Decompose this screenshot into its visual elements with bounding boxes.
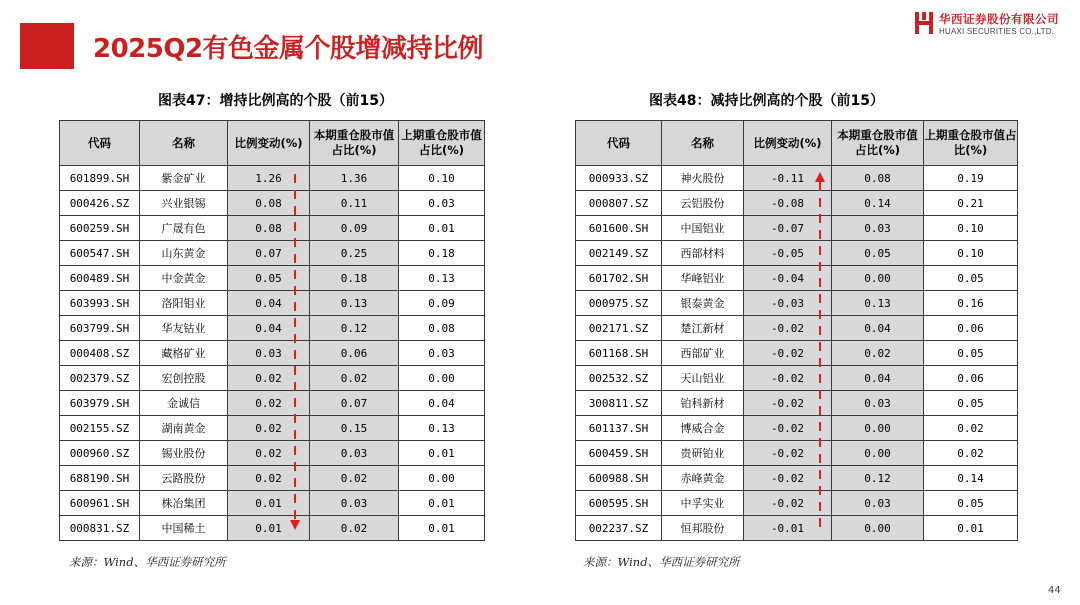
stock-name-cell: 宏创控股 [140,366,228,391]
current-weight-cell: 0.00 [832,416,924,441]
up-trend-arrow-icon [815,170,825,536]
previous-weight-cell: 0.13 [399,416,485,441]
stock-name-cell: 湖南黄金 [140,416,228,441]
stock-code-cell: 601702.SH [576,266,662,291]
change-cell: 0.05 [228,266,310,291]
current-weight-cell: 0.00 [832,266,924,291]
current-weight-cell: 0.25 [310,241,399,266]
current-weight-cell: 0.11 [310,191,399,216]
table-row [60,416,485,441]
stock-code-cell: 000933.SZ [576,166,662,191]
header-code: 代码 [576,121,662,166]
current-weight-cell: 0.04 [832,366,924,391]
current-weight-cell: 0.02 [310,366,399,391]
previous-weight-cell: 0.02 [924,416,1018,441]
current-weight-cell: 0.04 [832,316,924,341]
change-cell: 0.02 [228,391,310,416]
stock-code-cell: 601899.SH [60,166,140,191]
table-row [60,166,485,191]
stock-code-cell: 002237.SZ [576,516,662,541]
current-weight-cell: 0.03 [832,491,924,516]
previous-weight-cell: 0.00 [399,466,485,491]
stock-code-cell: 002532.SZ [576,366,662,391]
stock-code-cell: 000408.SZ [60,341,140,366]
stock-code-cell: 600988.SH [576,466,662,491]
current-weight-cell: 1.36 [310,166,399,191]
stock-name-cell: 紫金矿业 [140,166,228,191]
stock-code-cell: 000426.SZ [60,191,140,216]
previous-weight-cell: 0.01 [924,516,1018,541]
increase-holdings-table [59,120,485,541]
table-row [576,291,1018,316]
current-weight-cell: 0.05 [832,241,924,266]
table-row [576,516,1018,541]
change-cell: 0.08 [228,216,310,241]
change-cell: -0.01 [744,516,832,541]
table-row [576,316,1018,341]
current-weight-cell: 0.12 [310,316,399,341]
stock-name-cell: 西部材料 [662,241,744,266]
stock-name-cell: 藏格矿业 [140,341,228,366]
current-weight-cell: 0.08 [832,166,924,191]
change-cell: -0.02 [744,391,832,416]
table-row [60,516,485,541]
table-row [576,491,1018,516]
table-row [576,466,1018,491]
stock-code-cell: 000960.SZ [60,441,140,466]
change-cell: -0.08 [744,191,832,216]
header-current-weight: 本期重仓股市值占比(%) [832,121,924,166]
previous-weight-cell: 0.10 [924,216,1018,241]
stock-name-cell: 云路股份 [140,466,228,491]
stock-code-cell: 000975.SZ [576,291,662,316]
stock-code-cell: 601137.SH [576,416,662,441]
stock-code-cell: 002155.SZ [60,416,140,441]
previous-weight-cell: 0.00 [399,366,485,391]
current-weight-cell: 0.02 [832,341,924,366]
header-previous-weight: 上期重仓股市值占比(%) [924,121,1018,166]
stock-code-cell: 000807.SZ [576,191,662,216]
change-cell: 0.02 [228,416,310,441]
table-row [60,466,485,491]
stock-name-cell: 中国稀土 [140,516,228,541]
header-current-weight: 本期重仓股市值占比(%) [310,121,399,166]
table-row [60,216,485,241]
table-row [60,441,485,466]
current-weight-cell: 0.14 [832,191,924,216]
table-row [576,416,1018,441]
previous-weight-cell: 0.06 [924,316,1018,341]
current-weight-cell: 0.03 [832,391,924,416]
previous-weight-cell: 0.10 [399,166,485,191]
previous-weight-cell: 0.18 [399,241,485,266]
previous-weight-cell: 0.05 [924,341,1018,366]
stock-name-cell: 西部矿业 [662,341,744,366]
previous-weight-cell: 0.10 [924,241,1018,266]
previous-weight-cell: 0.04 [399,391,485,416]
previous-weight-cell: 0.19 [924,166,1018,191]
table-header-row [60,121,485,166]
logo-company-name-en: HUAXI SECURITIES CO.,LTD. [939,27,1055,36]
table-row [60,391,485,416]
table-row [60,316,485,341]
previous-weight-cell: 0.21 [924,191,1018,216]
stock-code-cell: 600489.SH [60,266,140,291]
stock-code-cell: 603979.SH [60,391,140,416]
current-weight-cell: 0.02 [310,466,399,491]
stock-code-cell: 000831.SZ [60,516,140,541]
stock-code-cell: 600595.SH [576,491,662,516]
table-row [576,441,1018,466]
left-table-caption: 图表47：增持比例高的个股（前15） [158,93,393,109]
change-cell: 0.01 [228,491,310,516]
stock-name-cell: 中金黄金 [140,266,228,291]
previous-weight-cell: 0.01 [399,441,485,466]
decrease-holdings-table [575,120,1018,541]
company-logo [913,10,1073,40]
stock-name-cell: 恒邦股份 [662,516,744,541]
stock-code-cell: 600459.SH [576,441,662,466]
previous-weight-cell: 0.05 [924,491,1018,516]
stock-name-cell: 铂科新材 [662,391,744,416]
page-number: 44 [1048,585,1061,596]
stock-code-cell: 002171.SZ [576,316,662,341]
previous-weight-cell: 0.02 [924,441,1018,466]
page-title: 2025Q2有色金属个股增减持比例 [93,34,484,64]
header-change: 比例变动(%) [228,121,310,166]
stock-name-cell: 株冶集团 [140,491,228,516]
stock-name-cell: 广晟有色 [140,216,228,241]
stock-name-cell: 锡业股份 [140,441,228,466]
change-cell: 0.02 [228,441,310,466]
current-weight-cell: 0.15 [310,416,399,441]
previous-weight-cell: 0.01 [399,491,485,516]
stock-code-cell: 300811.SZ [576,391,662,416]
table-row [576,341,1018,366]
stock-name-cell: 山东黄金 [140,241,228,266]
table-row [576,391,1018,416]
previous-weight-cell: 0.08 [399,316,485,341]
stock-code-cell: 601600.SH [576,216,662,241]
table-row [576,266,1018,291]
table-row [60,341,485,366]
stock-name-cell: 洛阳钼业 [140,291,228,316]
change-cell: 1.26 [228,166,310,191]
huaxi-logo-icon [913,10,935,36]
table-header-row [576,121,1018,166]
table-row [60,191,485,216]
change-cell: -0.05 [744,241,832,266]
current-weight-cell: 0.03 [310,491,399,516]
change-cell: -0.04 [744,266,832,291]
stock-name-cell: 楚江新材 [662,316,744,341]
current-weight-cell: 0.00 [832,516,924,541]
table-row [60,366,485,391]
stock-name-cell: 中国铝业 [662,216,744,241]
change-cell: 0.01 [228,516,310,541]
previous-weight-cell: 0.06 [924,366,1018,391]
previous-weight-cell: 0.16 [924,291,1018,316]
change-cell: -0.02 [744,416,832,441]
stock-code-cell: 603799.SH [60,316,140,341]
table-row [60,291,485,316]
stock-name-cell: 金诚信 [140,391,228,416]
stock-code-cell: 600259.SH [60,216,140,241]
stock-name-cell: 银泰黄金 [662,291,744,316]
change-cell: 0.07 [228,241,310,266]
change-cell: 0.08 [228,191,310,216]
change-cell: -0.11 [744,166,832,191]
stock-code-cell: 002379.SZ [60,366,140,391]
current-weight-cell: 0.03 [310,441,399,466]
change-cell: 0.04 [228,316,310,341]
stock-code-cell: 600547.SH [60,241,140,266]
right-table-caption: 图表48：减持比例高的个股（前15） [649,93,884,109]
table-row [60,241,485,266]
previous-weight-cell: 0.03 [399,191,485,216]
previous-weight-cell: 0.01 [399,216,485,241]
current-weight-cell: 0.07 [310,391,399,416]
current-weight-cell: 0.12 [832,466,924,491]
stock-name-cell: 神火股份 [662,166,744,191]
stock-code-cell: 601168.SH [576,341,662,366]
header-name: 名称 [662,121,744,166]
change-cell: 0.02 [228,466,310,491]
current-weight-cell: 0.18 [310,266,399,291]
change-cell: 0.04 [228,291,310,316]
header-change: 比例变动(%) [744,121,832,166]
previous-weight-cell: 0.05 [924,391,1018,416]
current-weight-cell: 0.09 [310,216,399,241]
header-previous-weight: 上期重仓股市值占比(%) [399,121,485,166]
previous-weight-cell: 0.13 [399,266,485,291]
change-cell: -0.02 [744,491,832,516]
current-weight-cell: 0.06 [310,341,399,366]
current-weight-cell: 0.03 [832,216,924,241]
change-cell: -0.07 [744,216,832,241]
change-cell: -0.03 [744,291,832,316]
stock-name-cell: 赤峰黄金 [662,466,744,491]
current-weight-cell: 0.00 [832,441,924,466]
table-row [576,366,1018,391]
stock-code-cell: 688190.SH [60,466,140,491]
right-source-note: 来源：Wind、华西证券研究所 [583,555,740,569]
change-cell: 0.02 [228,366,310,391]
change-cell: 0.03 [228,341,310,366]
table-row [60,266,485,291]
table-row [576,166,1018,191]
change-cell: -0.02 [744,466,832,491]
stock-name-cell: 中孚实业 [662,491,744,516]
current-weight-cell: 0.02 [310,516,399,541]
change-cell: -0.02 [744,441,832,466]
change-cell: -0.02 [744,341,832,366]
stock-code-cell: 603993.SH [60,291,140,316]
previous-weight-cell: 0.05 [924,266,1018,291]
table-row [576,191,1018,216]
stock-name-cell: 华友钴业 [140,316,228,341]
previous-weight-cell: 0.09 [399,291,485,316]
stock-name-cell: 博威合金 [662,416,744,441]
previous-weight-cell: 0.01 [399,516,485,541]
stock-name-cell: 华峰铝业 [662,266,744,291]
down-trend-arrow-icon [290,172,300,532]
left-source-note: 来源：Wind、华西证券研究所 [69,555,226,569]
title-accent-block [20,23,74,69]
previous-weight-cell: 0.03 [399,341,485,366]
stock-name-cell: 兴业银锡 [140,191,228,216]
stock-name-cell: 贵研铂业 [662,441,744,466]
stock-code-cell: 600961.SH [60,491,140,516]
table-row [576,216,1018,241]
stock-code-cell: 002149.SZ [576,241,662,266]
stock-name-cell: 天山铝业 [662,366,744,391]
header-code: 代码 [60,121,140,166]
previous-weight-cell: 0.14 [924,466,1018,491]
stock-name-cell: 云铝股份 [662,191,744,216]
current-weight-cell: 0.13 [310,291,399,316]
table-row [576,241,1018,266]
table-row [60,491,485,516]
header-name: 名称 [140,121,228,166]
change-cell: -0.02 [744,316,832,341]
logo-company-name-cn: 华西证券股份有限公司 [939,12,1059,26]
change-cell: -0.02 [744,366,832,391]
current-weight-cell: 0.13 [832,291,924,316]
